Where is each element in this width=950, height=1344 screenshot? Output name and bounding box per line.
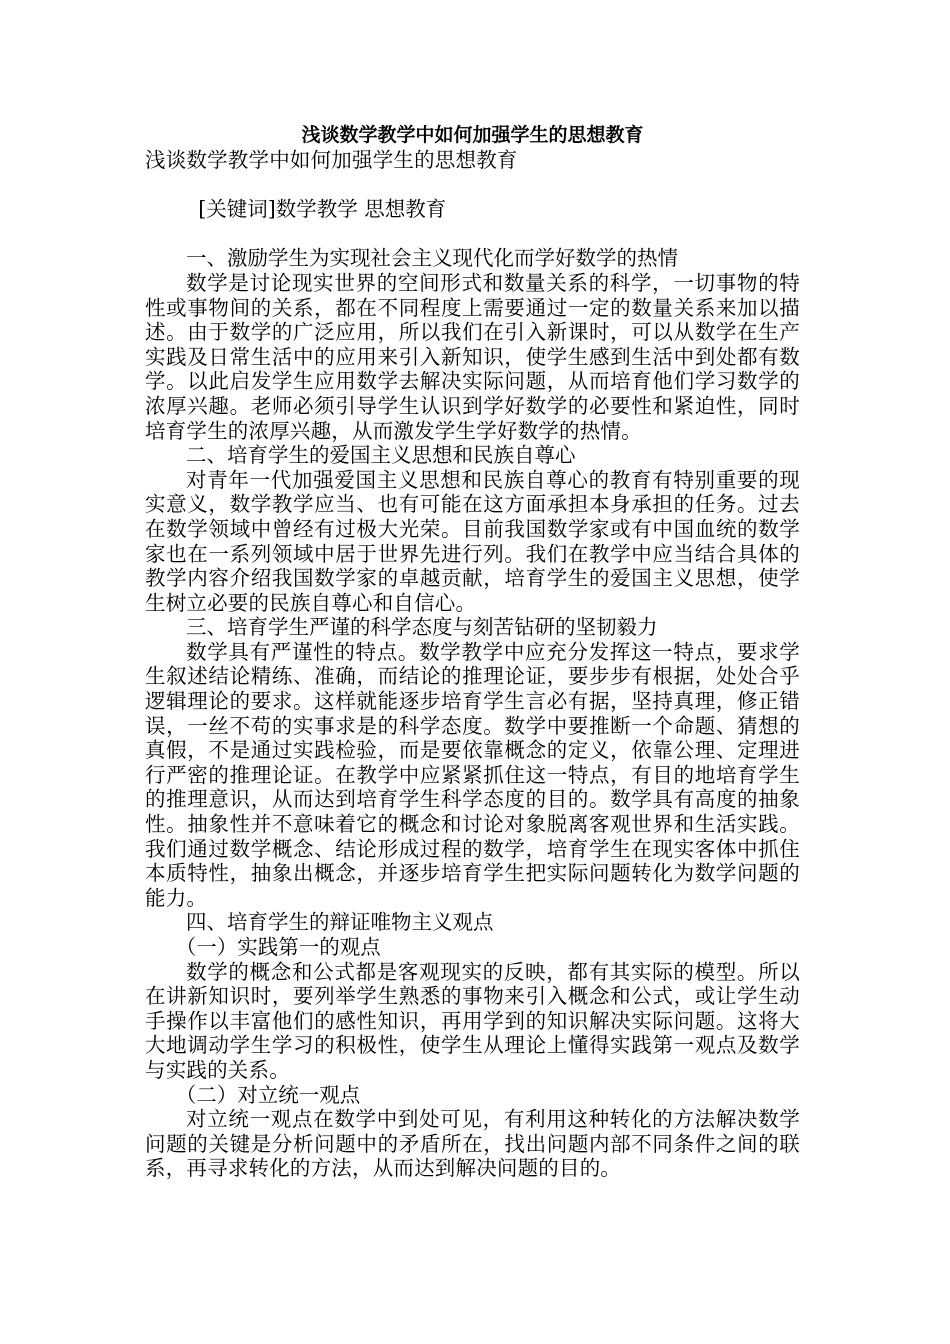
subsection-4-1-paragraph: 数学的概念和公式都是客观现实的反映，都有其实际的模型。所以在讲新知识时，要列举学生熟悉的事物来引入概念和公式，或让学生动手操作以丰富他们的感性知识，再用学到的知识解决实际问题。这将大大地调动学生学习的积极性，使学生从理论上懂得实践第一观点及数学与实践的关系。 bbox=[145, 959, 800, 1082]
spacer bbox=[145, 222, 800, 247]
document-page bbox=[145, 122, 800, 1181]
section-3-paragraph: 数学具有严谨性的特点。数学教学中应充分发挥这一特点，要求学生叙述结论精练、准确，而结论的推理论证，要步步有根据，处处合乎逻辑理论的要求。这样就能逐步培育学生言必有据，坚持真理，修正错误，一丝不苟的实事求是的科学态度。数学中要推断一个命题、猜想的真假，不是通过实践检验，而是要依靠概念的定义，依靠公理、定理进行严密的推理论证。在教学中应紧紧抓住这一特点，有目的地培育学生的推理意识，从而达到培育学生科学态度的目的。数学具有高度的抽象性。抽象性并不意味着它的概念和讨论对象脱离客观世界和生活实践。我们通过数学概念、结论形成过程的数学，培育学生在现实客体中抓住本质特性，抽象出概念，并逐步培育学生把实际问题转化为数学问题的能力。 bbox=[145, 639, 800, 910]
spacer bbox=[145, 173, 800, 198]
section-1-paragraph: 数学是讨论现实世界的空间形式和数量关系的科学，一切事物的特性或事物间的关系，都在不同程度上需要通过一定的数量关系来加以描述。由于数学的广泛应用，所以我们在引入新课时，可以从数学在生产实践及日常生活中的应用来引入新知识，使学生感到生活中到处都有数学。以此启发学生应用数学去解决实际问题，从而培育他们学习数学的浓厚兴趣。老师必须引导学生认识到学好数学的必要性和紧迫性，同时培育学生的浓厚兴趣，从而激发学生学好数学的热情。 bbox=[145, 270, 800, 443]
section-2-paragraph: 对青年一代加强爱国主义思想和民族自尊心的教育有特别重要的现实意义，数学教学应当、也有可能在这方面承担本身承担的任务。过去在数学领域中曾经有过极大光荣。目前我国数学家或有中国血统的数学家也在一系列领域中居于世界先进行列。我们在教学中应当结合具体的教学内容介绍我国数学家的卓越贡献，培育学生的爱国主义思想，使学生树立必要的民族自尊心和自信心。 bbox=[145, 467, 800, 615]
document-title: 浅谈数学教学中如何加强学生的思想教育 bbox=[301, 124, 644, 146]
subsection-heading-4-2: （二）对立统一观点 bbox=[175, 1082, 361, 1107]
subsection-heading-4-1: （一）实践第一的观点 bbox=[175, 935, 381, 959]
section-heading-4: 四、培育学生的辩证唯物主义观点 bbox=[186, 910, 494, 935]
section-heading-2: 二、培育学生的爱国主义思想和民族自尊心 bbox=[186, 443, 576, 468]
document-subtitle: 浅谈数学教学中如何加强学生的思想教育 bbox=[145, 148, 518, 172]
subsection-4-2-paragraph: 对立统一观点在数学中到处可见，有利用这种转化的方法解决数学问题的关键是分析问题中的矛盾所在，找出问题内部不同条件之间的联系，再寻求转化的方法，从而达到解决问题的目的。 bbox=[145, 1107, 800, 1181]
section-heading-1: 一、激励学生为实现社会主义现代化而学好数学的热情 bbox=[186, 246, 678, 271]
keywords-line: [关键词]数学教学 思想教育 bbox=[198, 197, 447, 222]
section-heading-3: 三、培育学生严谨的科学态度与刻苦钻研的坚韧毅力 bbox=[186, 615, 658, 640]
